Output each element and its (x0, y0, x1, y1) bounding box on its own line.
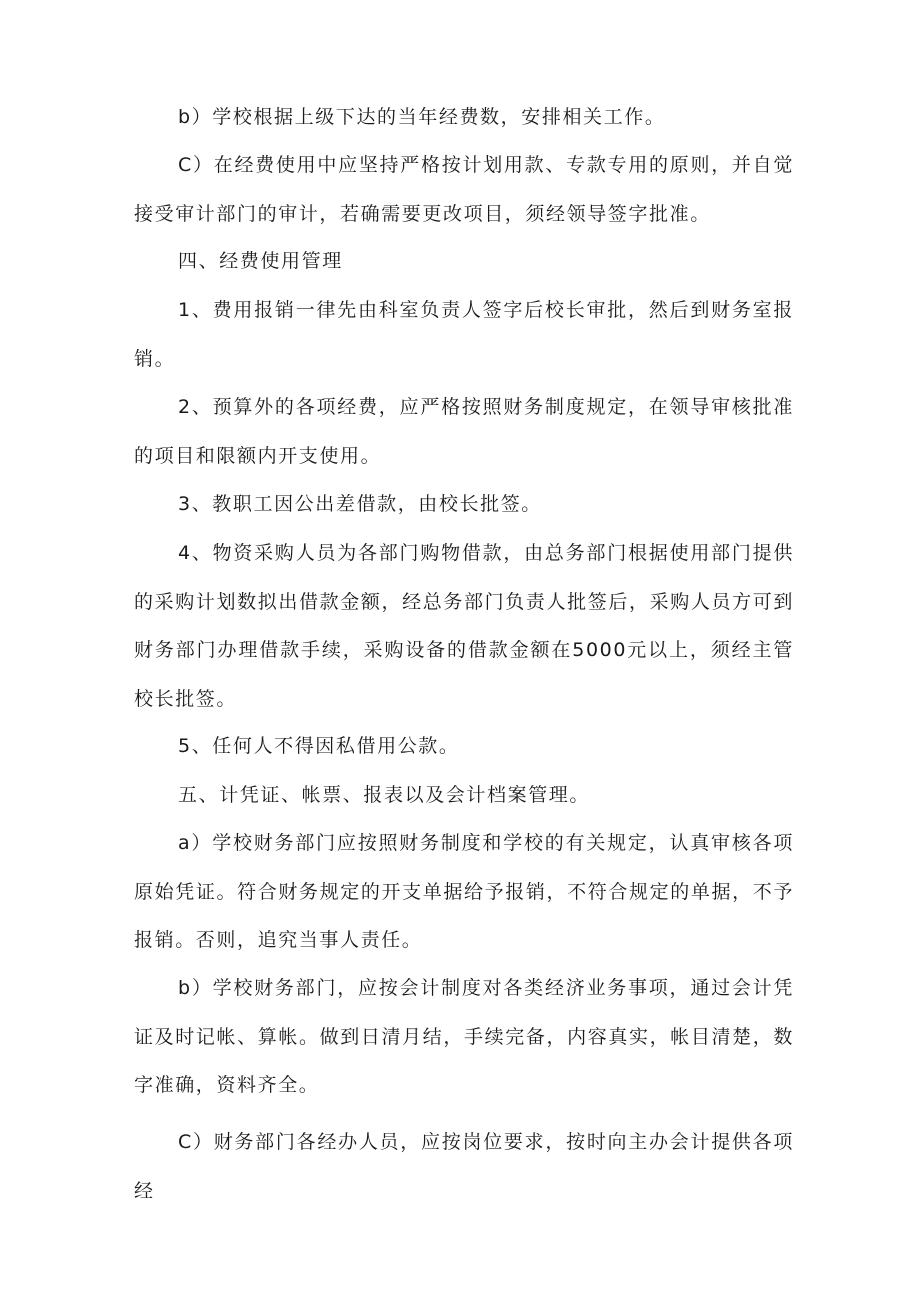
paragraph-a-voucher-review: a）学校财务部门应按照财务制度和学校的有关规定，认真审核各项原始凭证。符合财务规定的开支单据给予报销，不符合规定的单据，不予报销。否则，追究当事人责任。 (134, 832, 794, 951)
paragraph-b-bookkeeping: b）学校财务部门，应按会计制度对各类经济业务事项，通过会计凭证及时记帐、算帐。做到日清月结，手续完备，内容真实，帐目清楚，数字准确，资料齐全。 (134, 977, 794, 1096)
paragraph-5-no-private-borrowing: 5、任何人不得因私借用公款。 (178, 735, 460, 757)
paragraph-b-budget-arrangement: b）学校根据上级下达的当年经费数，安排相关工作。 (178, 106, 666, 128)
paragraph-4-procurement-loans: 4、物资采购人员为各部门购物借款，由总务部门根据使用部门提供的采购计划数拟出借款金额，经总务部门负责人批签后，采购人员方可到财务部门办理借款手续，采购设备的借款金额在5000元以上，须经主管校长批签。 (134, 542, 794, 710)
paragraph-c-staff-duties: C）财务部门各经办人员，应按岗位要求，按时向主办会计提供各项经 (134, 1131, 794, 1202)
paragraph-c-fund-usage-principle: C）在经费使用中应坚持严格按计划用款、专款专用的原则，并自觉接受审计部门的审计，若确需要更改项目，须经领导签字批准。 (134, 154, 794, 225)
paragraph-1-reimbursement: 1、费用报销一律先由科室负责人签字后校长审批，然后到财务室报销。 (134, 299, 794, 370)
paragraph-3-travel-loans: 3、教职工因公出差借款，由校长批签。 (178, 493, 542, 515)
section-heading-four-fund-management: 四、经费使用管理 (178, 250, 343, 272)
paragraph-2-extra-budget-funds: 2、预算外的各项经费，应严格按照财务制度规定，在领导审核批准的项目和限额内开支使用。 (134, 396, 794, 467)
section-heading-five-accounting-records: 五、计凭证、帐票、报表以及会计档案管理。 (178, 784, 591, 806)
